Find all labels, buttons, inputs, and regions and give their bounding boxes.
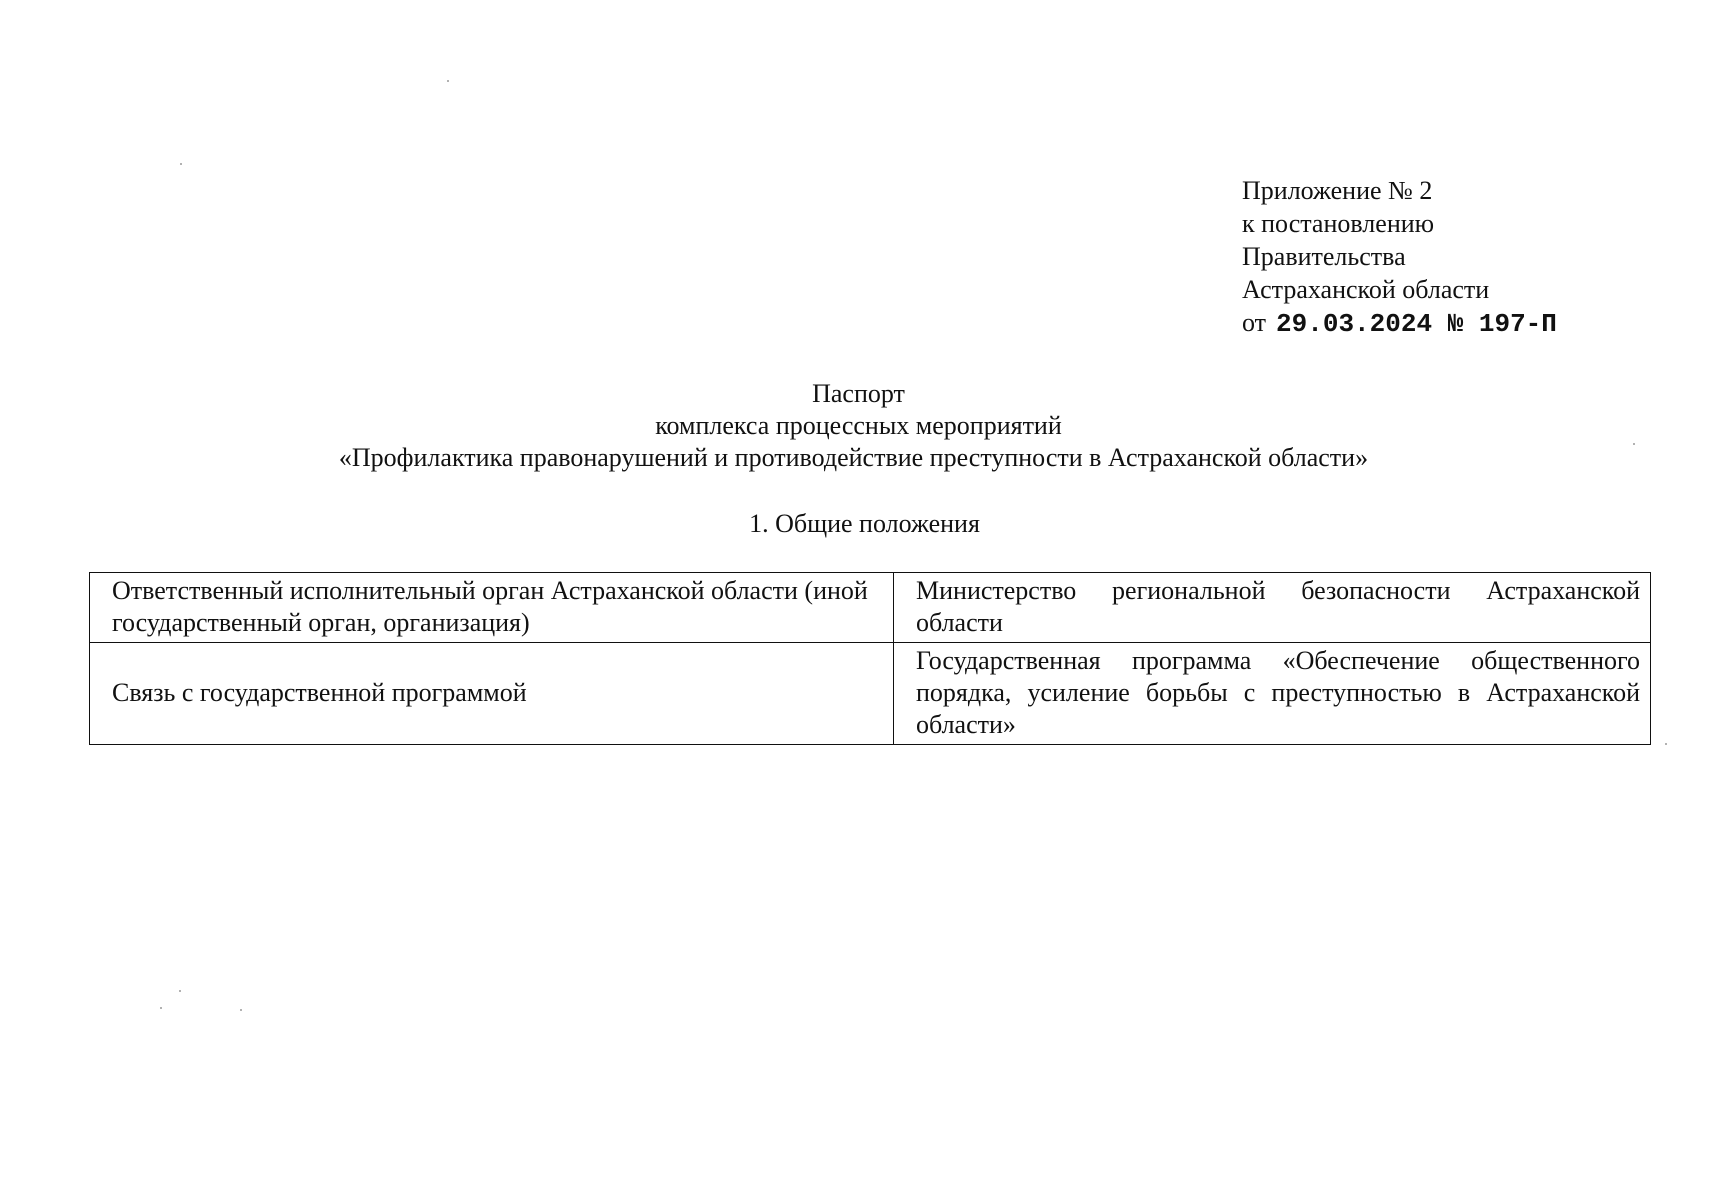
title-program-name: «Профилактика правонарушений и противодействие преступности в Астраханской области» — [338, 443, 1369, 472]
scan-speck — [180, 163, 182, 165]
appendix-date-line — [1242, 306, 1557, 341]
scan-speck — [240, 1009, 242, 1011]
scan-speck — [447, 80, 449, 82]
appendix-from-label: от — [1242, 308, 1267, 337]
scan-speck — [160, 1007, 162, 1009]
appendix-issuer: Правительства — [1242, 242, 1406, 271]
table-cell-value: Государственная программа «Обеспечение общественного порядка, усиление борьбы с преступностью в Астраханской области» — [894, 643, 1651, 745]
decree-date-number-stamp: 29.03.2024 № 197-П — [1276, 309, 1557, 339]
scan-speck — [179, 990, 181, 992]
appendix-region: Астраханской области — [1242, 275, 1490, 304]
table-cell-label: Связь с государственной программой — [90, 643, 894, 745]
appendix-reference: к постановлению — [1242, 209, 1435, 238]
table-cell-value: Министерство региональной безопасности Астраханской области — [894, 573, 1651, 643]
document-title — [0, 378, 1717, 474]
scan-speck — [1633, 443, 1635, 445]
title-passport: Паспорт — [812, 379, 905, 408]
table-row — [90, 643, 1651, 745]
general-provisions-table — [89, 572, 1651, 745]
title-complex: комплекса процессных мероприятий — [655, 411, 1062, 440]
scan-speck — [1665, 743, 1667, 745]
table-row — [90, 573, 1651, 643]
appendix-title: Приложение № 2 — [1242, 176, 1433, 205]
table-cell-label: Ответственный исполнительный орган Астраханской области (иной государственный орган, организация) — [90, 573, 894, 643]
section-heading: 1. Общие положения — [749, 509, 980, 538]
appendix-block — [1242, 174, 1557, 341]
